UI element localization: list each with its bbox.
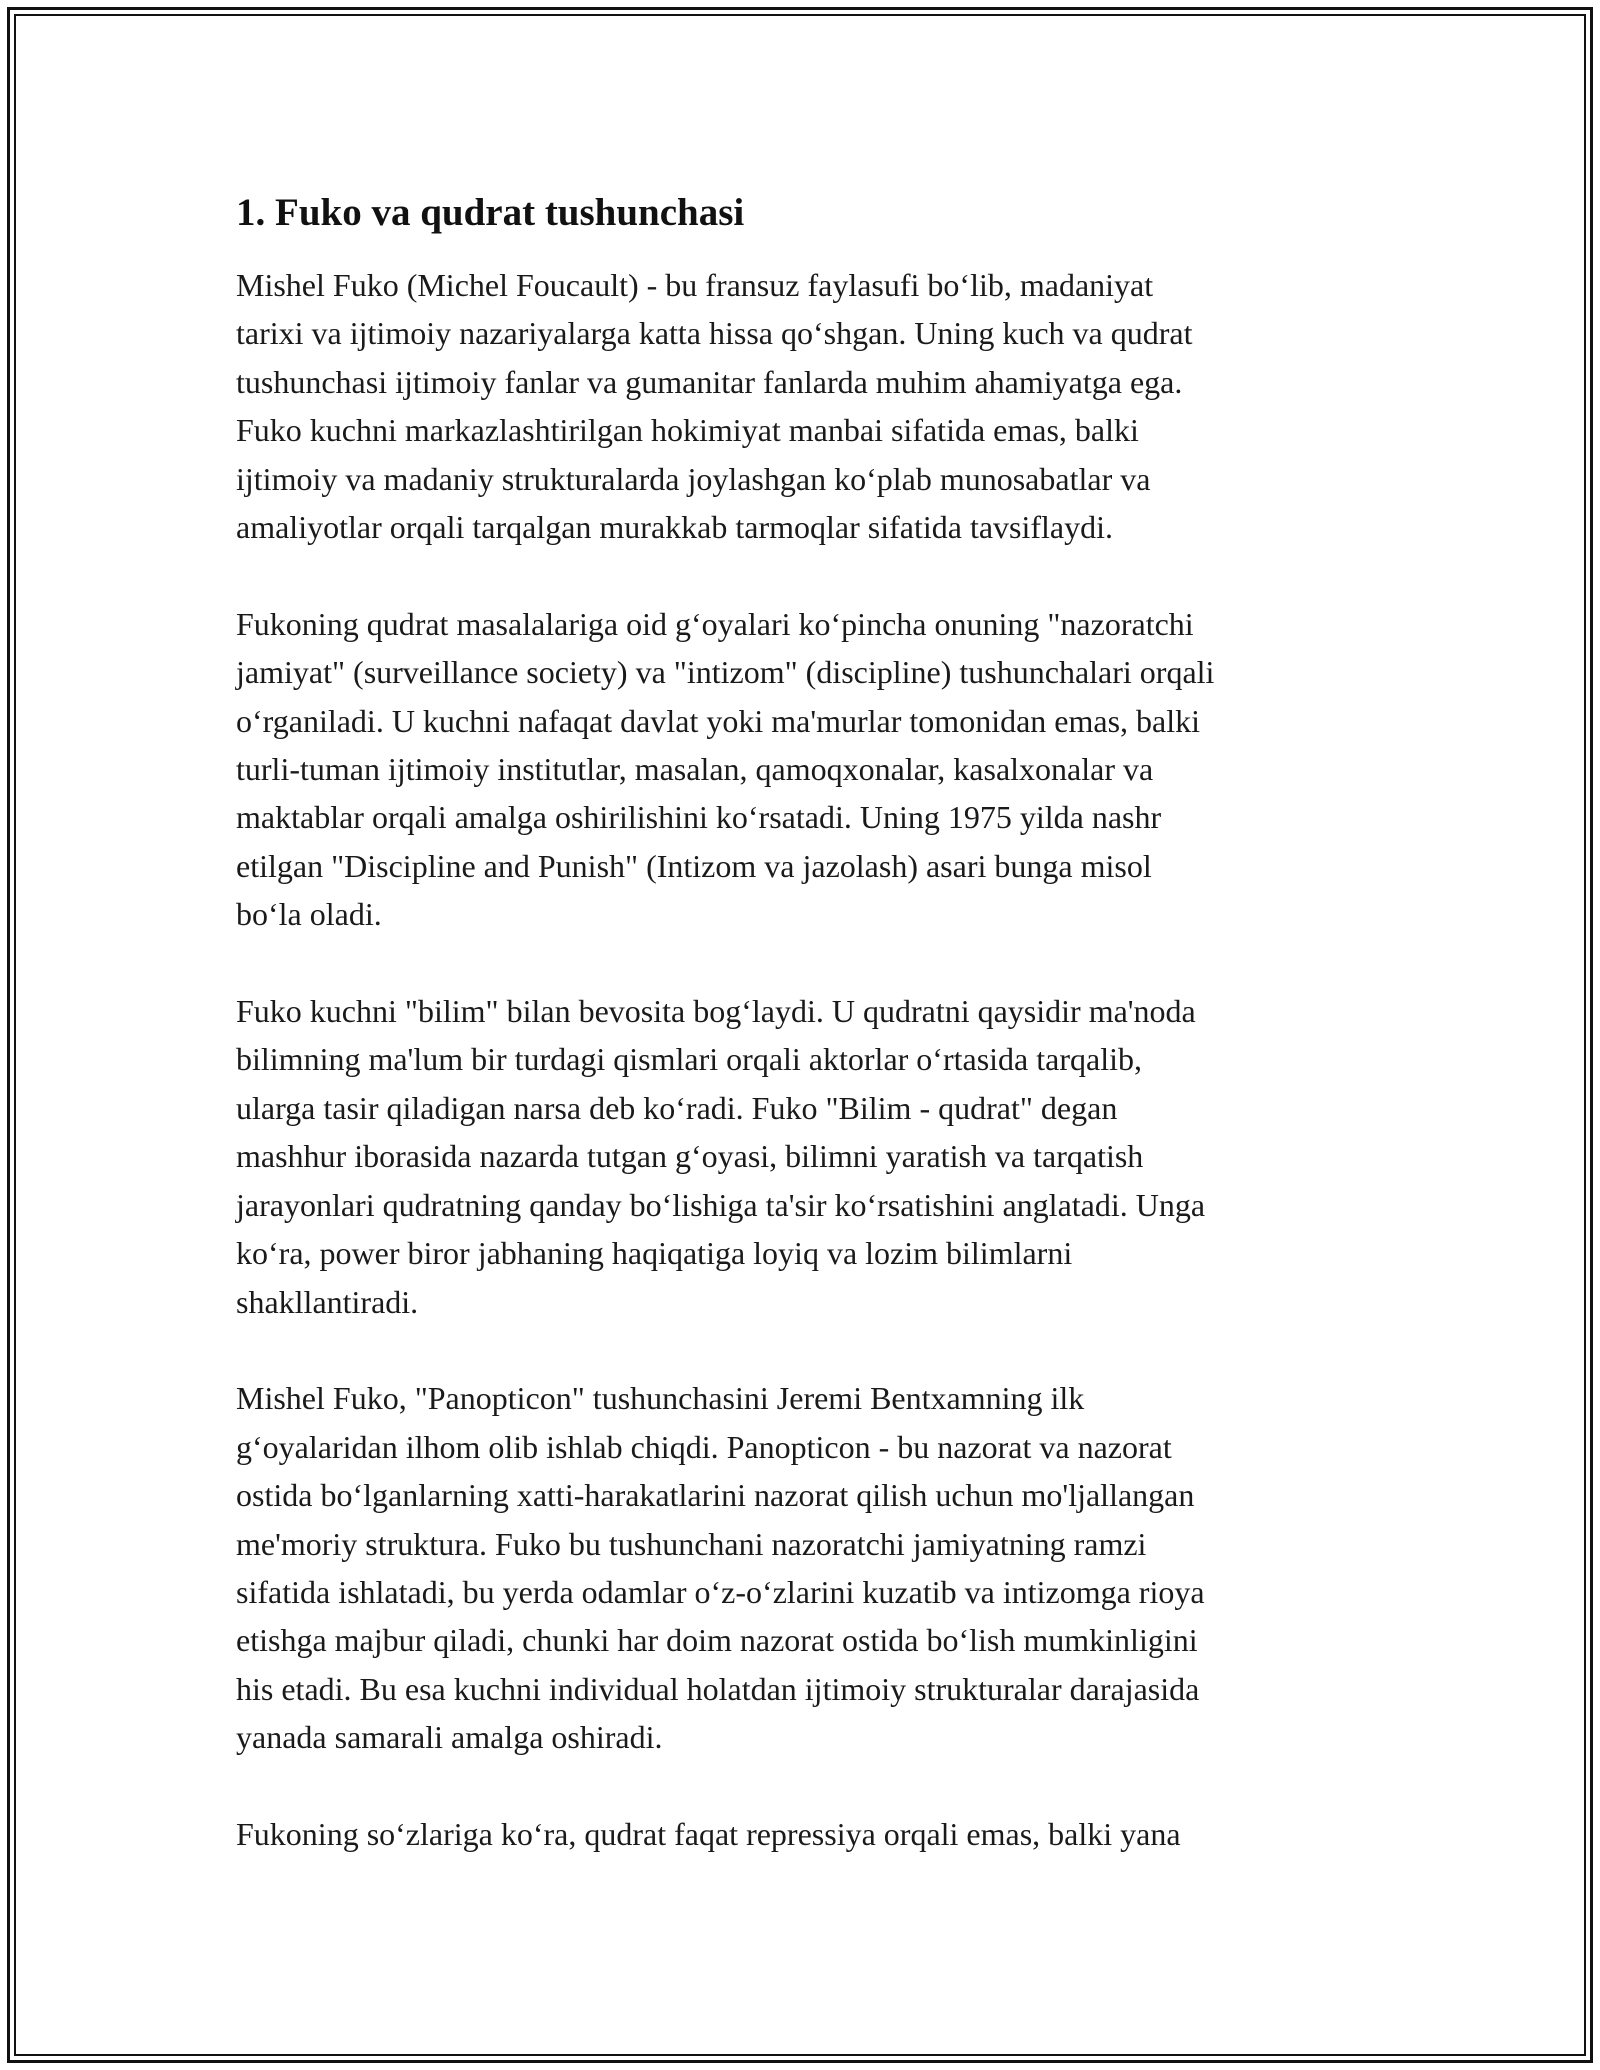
text-line: ijtimoiy va madaniy strukturalarda joylashgan ko‘plab munosabatlar va xyxy=(236,460,1151,497)
text-line: bo‘la oladi. xyxy=(236,896,382,933)
text-line: maktablar orqali amalga oshirilishini ko‘rsatadi. Uning 1975 yilda nashr xyxy=(236,799,1162,836)
text-line: jarayonlari qudratning qanday bo‘lishiga ta'sir ko‘rsatishini anglatadi. Unga xyxy=(236,1186,1206,1223)
text-line: bilimning ma'lum bir turdagi qismlari orqali aktorlar o‘rtasida tarqalib, xyxy=(236,1041,1142,1078)
text-line: his etadi. Bu esa kuchni individual holatdan ijtimoiy strukturalar darajasida xyxy=(236,1670,1200,1707)
text-line: amaliyotlar orqali tarqalgan murakkab tarmoqlar sifatida tavsiflaydi. xyxy=(236,509,1114,546)
text-line: turli-tuman ijtimoiy institutlar, masalan, qamoqxonalar, kasalxonalar va xyxy=(236,751,1154,788)
document-body xyxy=(236,185,1376,1907)
text-line: etishga majbur qiladi, chunki har doim nazorat ostida bo‘lish mumkinligini xyxy=(236,1622,1198,1659)
text-line: g‘oyalaridan ilhom olib ishlab chiqdi. Panopticon - bu nazorat va nazorat xyxy=(236,1428,1172,1465)
text-line: etilgan "Discipline and Punish" (Intizom va jazolash) asari bunga misol xyxy=(236,847,1152,884)
text-line: ostida bo‘lganlarning xatti-harakatlarini nazorat qilish uchun mo'ljallangan xyxy=(236,1477,1195,1514)
text-line: sifatida ishlatadi, bu yerda odamlar o‘z-o‘zlarini kuzatib va intizomga rioya xyxy=(236,1573,1205,1610)
text-line: o‘rganiladi. U kuchni nafaqat davlat yoki ma'murlar tomonidan emas, balki xyxy=(236,702,1201,739)
text-line: mashhur iborasida nazarda tutgan g‘oyasi, bilimni yaratish va tarqatish xyxy=(236,1138,1144,1175)
text-line: tushunchasi ijtimoiy fanlar va gumanitar fanlarda muhim ahamiyatga ega. xyxy=(236,363,1183,400)
text-line: jamiyat" (surveillance society) va "intizom" (discipline) tushunchalari orqali xyxy=(236,654,1215,691)
paragraph-2 xyxy=(236,600,1376,939)
text-line: ko‘ra, power biror jabhaning haqiqatiga loyiq va lozim bilimlarni xyxy=(236,1235,1073,1272)
text-line: Fuko kuchni markazlashtirilgan hokimiyat manbai sifatida emas, balki xyxy=(236,412,1139,449)
text-line: ularga tasir qiladigan narsa deb ko‘radi. Fuko "Bilim - qudrat" degan xyxy=(236,1089,1118,1126)
text-line: Fuko kuchni "bilim" bilan bevosita bog‘laydi. U qudratni qaysidir ma'noda xyxy=(236,993,1196,1030)
paragraph-1 xyxy=(236,261,1376,551)
text-line: Fukoning qudrat masalalariga oid g‘oyalari ko‘pincha onuning "nazoratchi xyxy=(236,605,1194,642)
text-line: Fukoning so‘zlariga ko‘ra, qudrat faqat repressiya orqali emas, balki yana xyxy=(236,1815,1181,1852)
section-heading: 1. Fuko va qudrat tushunchasi xyxy=(236,191,745,234)
paragraph-5 xyxy=(236,1810,1376,1858)
text-line: Mishel Fuko, "Panopticon" tushunchasini Jeremi Bentxamning ilk xyxy=(236,1380,1085,1417)
text-line: tarixi va ijtimoiy nazariyalarga katta hissa qo‘shgan. Uning kuch va qudrat xyxy=(236,315,1193,352)
paragraph-4 xyxy=(236,1374,1376,1761)
text-line: me'moriy struktura. Fuko bu tushunchani nazoratchi jamiyatning ramzi xyxy=(236,1525,1147,1562)
paragraph-3 xyxy=(236,987,1376,1326)
text-line: Mishel Fuko (Michel Foucault) - bu fransuz faylasufi bo‘lib, madaniyat xyxy=(236,267,1154,303)
text-line: yanada samarali amalga oshiradi. xyxy=(236,1719,663,1756)
text-line: shakllantiradi. xyxy=(236,1283,419,1320)
